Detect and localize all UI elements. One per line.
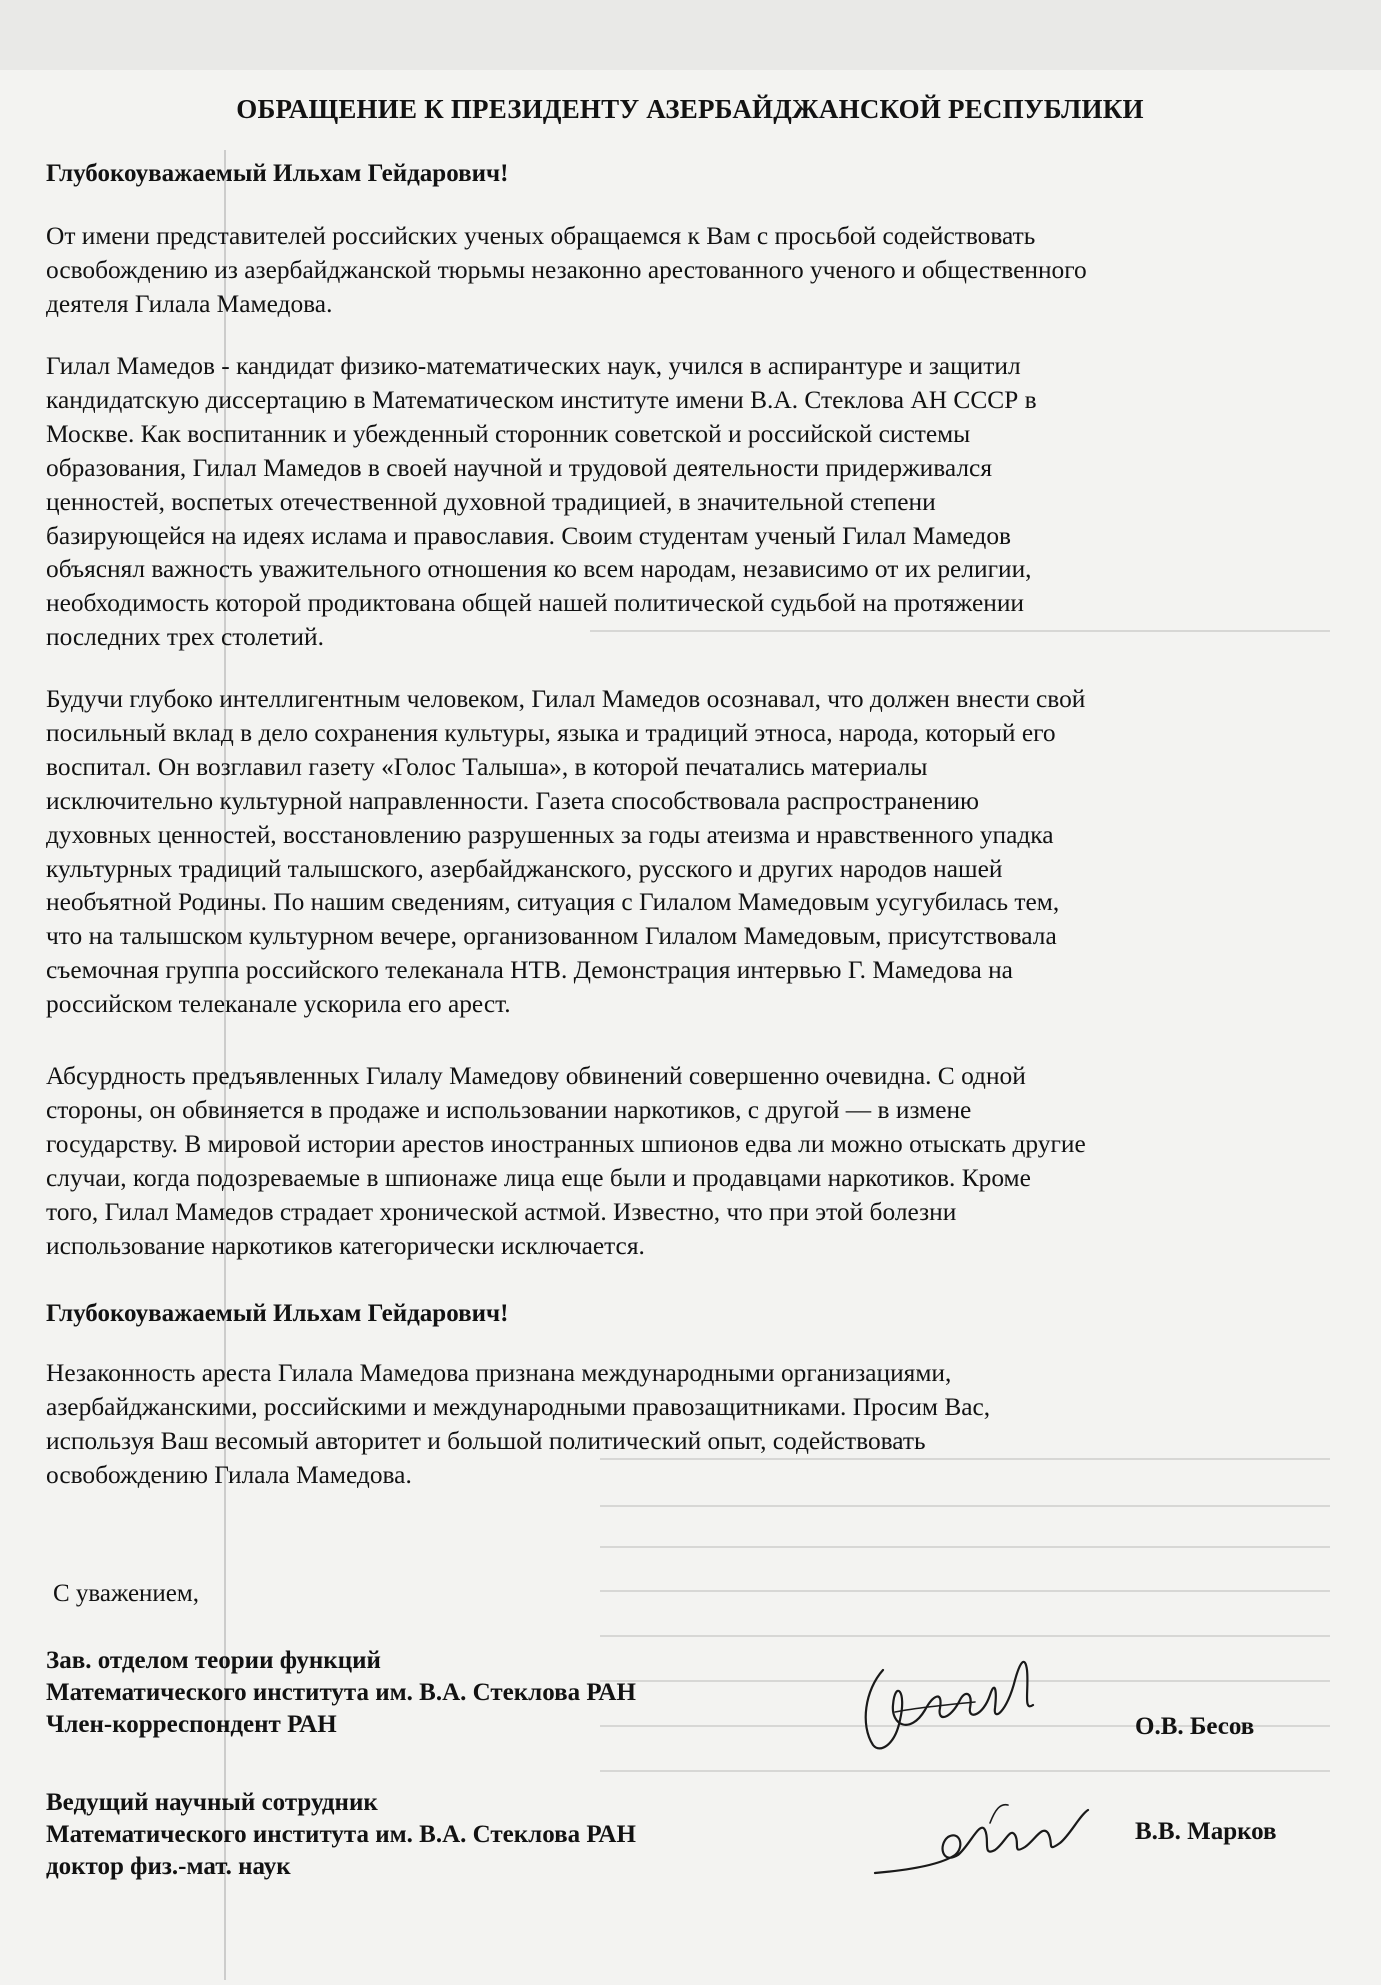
text-line: Москве. Как воспитанник и убежденный сторонник советской и российской системы	[46, 419, 971, 448]
position-line: Ведущий научный сотрудник	[46, 1789, 378, 1816]
letter-title: ОБРАЩЕНИЕ К ПРЕЗИДЕНТУ АЗЕРБАЙДЖАНСКОЙ РЕСПУБЛИКИ	[236, 94, 1144, 124]
text-line: освобождению Гилала Мамедова.	[46, 1460, 412, 1489]
closing-paragraph	[46, 1357, 1336, 1493]
text-line: Будучи глубоко интеллигентным человеком, Гилал Мамедов осознавал, что должен внести свой	[46, 685, 1086, 713]
text-line: деятеля Гилала Мамедова.	[46, 289, 333, 318]
text-line: объяснял важность уважительного отношения ко всем народам, независимо от их религии,	[46, 555, 1032, 584]
text-line: что на талышском культурном вечере, организованном Гилалом Мамедовым, присутствовала	[46, 922, 1057, 951]
position-line: доктор физ.-мат. наук	[46, 1853, 291, 1880]
salutation: Глубокоуважаемый Ильхам Гейдарович!	[46, 160, 509, 187]
text-line: использование наркотиков категорически исключается.	[46, 1231, 645, 1260]
paragraph-4	[46, 1060, 1336, 1263]
text-line: необъятной Родины. По нашим сведениям, ситуация с Гилалом Мамедовым усугубилась тем,	[46, 888, 1060, 917]
text-line: используя Ваш весомый авторитет и большой политический опыт, содействовать	[46, 1426, 926, 1455]
signature-besov	[855, 1650, 1085, 1760]
text-line: российском телеканале ускорила его арест.	[46, 990, 511, 1019]
text-line: культурных традиций талышского, азербайджанского, русского и других народов нашей	[46, 854, 1003, 883]
text-line: государству. В мировой истории арестов иностранных шпионов едва ли можно отыскать другие	[46, 1129, 1086, 1158]
text-line: духовных ценностей, восстановлению разрушенных за годы атеизма и нравственного упадка	[46, 820, 1054, 849]
text-line: необходимость которой продиктована общей нашей политической судьбой на протяжении	[46, 589, 1025, 618]
bleed-through-line	[600, 1635, 1330, 1637]
signatory-1-name: О.В. Бесов	[1135, 1713, 1255, 1740]
salutation-repeat: Глубокоуважаемый Ильхам Гейдарович!	[46, 1300, 509, 1327]
bleed-through-line	[600, 1505, 1330, 1507]
text-line: Абсурдность предъявленных Гилалу Мамедову обвинений совершенно очевидна. С одной	[46, 1062, 1026, 1090]
signature-markov	[870, 1795, 1130, 1895]
text-line: посильный вклад в дело сохранения культуры, языка и традиций этноса, народа, который его	[46, 718, 1056, 747]
text-line: последних трех столетий.	[46, 623, 324, 652]
paragraph-2	[46, 350, 1336, 655]
position-line: Математического института им. В.А. Стеклова РАН	[46, 1679, 636, 1706]
text-line: исключительно культурной направленности. Газета способствовала распространению	[46, 786, 980, 815]
paragraph-3	[46, 683, 1336, 1022]
paragraph-1	[46, 220, 1336, 322]
signatory-2-name: В.В. Марков	[1135, 1818, 1277, 1845]
bleed-through-line	[600, 1590, 1330, 1592]
text-line: стороны, он обвиняется в продаже и использовании наркотиков, с другой — в измене	[46, 1095, 972, 1124]
text-line: Незаконность ареста Гилала Мамедова признана международными организациями,	[46, 1359, 952, 1387]
text-line: случаи, когда подозреваемые в шпионаже лица еще были и продавцами наркотиков. Кроме	[46, 1163, 1031, 1192]
text-line: азербайджанскими, российскими и международными правозащитниками. Просим Вас,	[46, 1392, 991, 1421]
text-line: Гилал Мамедов - кандидат физико-математических наук, учился в аспирантуре и защитил	[46, 352, 1021, 380]
text-line: освобождению из азербайджанской тюрьмы незаконно арестованного ученого и общественного	[46, 255, 1087, 284]
signatory-2-position	[46, 1787, 636, 1883]
bleed-through-line	[600, 1770, 1330, 1772]
closing-regards: С уважением,	[53, 1580, 199, 1607]
position-line: Член-корреспондент РАН	[46, 1711, 337, 1738]
bleed-through-header	[0, 0, 1381, 70]
text-line: воспитал. Он возглавил газету «Голос Талыша», в которой печатались материалы	[46, 752, 928, 781]
position-line: Математического института им. В.А. Стеклова РАН	[46, 1821, 636, 1848]
text-line: базирующейся на идеях ислама и православия. Своим студентам ученый Гилал Мамедов	[46, 521, 1012, 550]
signatory-1-position	[46, 1645, 636, 1741]
text-line: образования, Гилал Мамедов в своей научной и трудовой деятельности придерживался	[46, 453, 992, 482]
text-line: того, Гилал Мамедов страдает хронической астмой. Известно, что при этой болезни	[46, 1197, 957, 1226]
position-line: Зав. отделом теории функций	[46, 1647, 381, 1674]
text-line: съемочная группа российского телеканала НТВ. Демонстрация интервью Г. Мамедова на	[46, 956, 1013, 985]
text-line: От имени представителей российских ученых обращаемся к Вам с просьбой содействовать	[46, 222, 1036, 250]
text-line: ценностей, воспетых отечественной духовной традицией, в значительной степени	[46, 487, 936, 516]
bleed-through-line	[600, 1546, 1330, 1548]
text-line: кандидатскую диссертацию в Математическом институте имени В.А. Стеклова АН СССР в	[46, 385, 1037, 414]
